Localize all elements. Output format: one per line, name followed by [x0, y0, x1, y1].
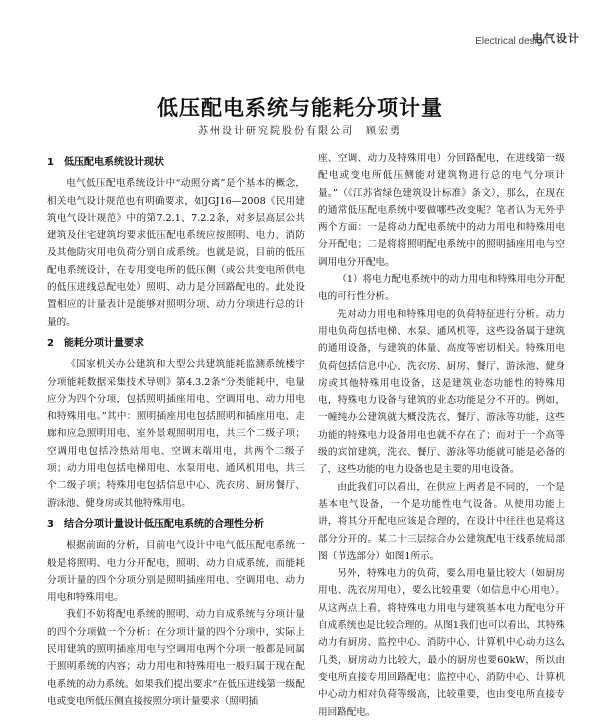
section-heading: 1 低压配电系统设计现状: [47, 157, 164, 168]
body-paragraph: 我们不妨将配电系统的照明、动力自成系统与分项计量的四个分项做一个分析：在分项计量的四个分项中，实际上民用建筑的照明插座用电与空调用电两个分项一般都是同属于照明系统的内容；动力用电和特殊用电一般归属于现在配电系统的动力系统。如果我们提出要求“在低压进线第一级配电或变电所低压侧直接按照分项计量要求（照明插: [47, 609, 305, 707]
body-paragraph: 座、空调、动力及特殊用电）分回路配电，在进线第一级配电或变电所低压侧能对建筑物进行总的电气分项计量。”（《江苏省绿色建筑设计标准》条文），那么，在现在的通常低压配电系统中要做哪些改变呢？笔者认为无外乎两个方面：一是将动力配电系统中的动力用电和特殊用电分开配电；二是将将照明配电系统中的照明插座用电与空调用电分开配电。: [318, 153, 565, 268]
body-paragraph: 《国家机关办公建筑和大型公共建筑能耗监测系统楼宇分项能耗数据采集技术导则》第4.3.2条“分类能耗中，电量应分为四个分项，包括照明插座用电、空调用电、动力用电和特殊用电。”其中：照明插座用电包括照明和插座用电、走廊和应急照明用电、室外景观照明用电，共三个二级子项；空调用电包括冷热站用电、空调末端用电，共两个二级子项；动力用电包括电梯用电、水泵用电、通风机用电，共三个二级子项；特殊用电包括信息中心、洗衣房、厨房餐厅、游泳池、健身房或其他特殊用电。: [47, 359, 305, 509]
article-byline: 苏州设计研究院股份有限公司 顾宏勇: [198, 126, 402, 137]
section-heading: 2 能耗分项计量要求: [47, 337, 144, 349]
body-paragraph: （1）将电力配电系统中的动力用电和特殊用电分开配电的可行性分析。: [318, 274, 565, 303]
header-badge: 电气设计: [532, 33, 580, 45]
body-paragraph: 先对动力用电和特殊用电的负荷特征进行分析。动力用电负荷包括电梯、水泵、通风机等，这些设备属于建筑的通用设备，与建筑的体量、高度等密切相关。特殊用电负荷包括信息中心、洗衣房、厨房、餐厅、游泳池、健身房或其他特殊用电设备，这是建筑业态功能性的特殊用电，特殊电力设备与建筑的业态功能是分不开的。例如，一幢纯办公建筑就大概没洗衣、餐厅、游泳等功能，这些功能的特殊电力设备用电也就不存在了；而对于一个高等级的宾馆建筑，洗衣、餐厅、游泳等功能就可能是必备的了，这些功能的电力设备也是主要的用电设备。: [318, 308, 565, 476]
header-brand: Electrical design: [475, 36, 548, 47]
body-paragraph: 由此我们可以看出，在供应上两者是不同的，一个是基本电气设备，一个是功能性电气设备。从使用功能上讲，将其分开配电应该是合理的，在设计中往往也是将这部分分开的。某二十三层综合办公建筑配电干线系统局部图（节选部分）如图1所示。: [318, 481, 565, 562]
body-paragraph: 电气低压配电系统设计中“动照分离”是个基本的概念，相关电气设计规范也有明确要求，如JGJ16—2008《民用建筑电气设计规范》中的第7.2.1、7.2.2条，对多层高层公共建筑及住宅建筑均要求低压配电系统应按照明、电力、消防及其他防灾用电负荷分别自成系统。也就是说，目前的低压配电系统设计，在专用变电所的低压侧（或公共变电所供电的低压进线总配电处）照明、动力是分回路配电的。此处设置相应的计量表计是能够对照明分项、动力分项进行总的计量的。: [47, 178, 305, 328]
left-column: [47, 150, 305, 710]
right-column: [318, 150, 565, 721]
body-paragraph: 根据前面的分析，目前电气设计中电气低压配电系统一般是将照明、电力分开配电，照明、动力自成系统，而能耗分项计量的四个分项分别是照明插座用电、空调用电、动力用电和特殊用电。: [47, 540, 305, 604]
section-heading: 3 结合分项计量设计低压配电系统的合理性分析: [47, 518, 264, 530]
body-paragraph: 另外，特殊电力的负荷，要么用电量比较大（如厨房用电、洗衣房用电），要么比较重要（如信息中心用电）。从这两点上看，将特殊电力用电与建筑基本电力配电分开自成系统也是比较合理的。从图1我们也可以看出，其特殊动力有厨房、监控中心、消防中心、计算机中心动力这么几类，厨房动力比较大，最小的厨房也要60kW，所以由变电所直接专用回路配电；监控中心、消防中心、计算机中心动力相对负荷等级高，比较重要，也由变电所直接专用回路配电。: [318, 568, 565, 718]
article-title: 低压配电系统与能耗分项计量: [157, 96, 443, 120]
